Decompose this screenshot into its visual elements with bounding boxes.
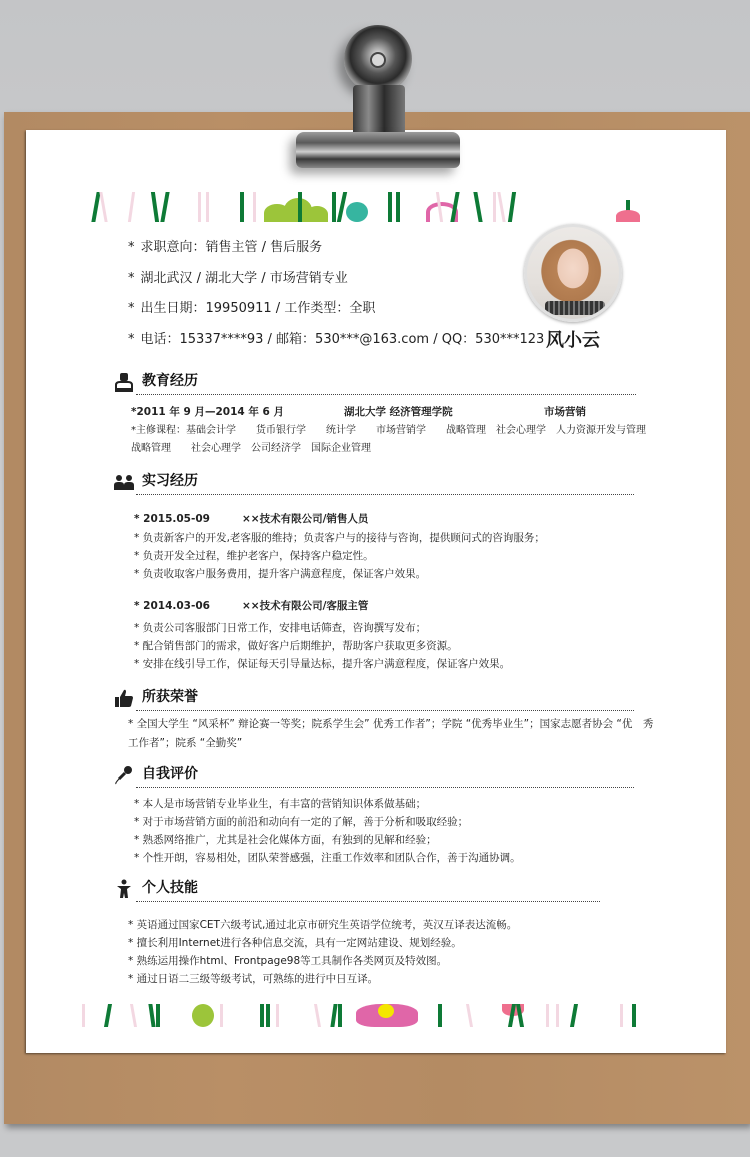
dotted-divider — [136, 710, 634, 711]
info-row-contact: * 电话：15337****93 / 邮箱：530***@163.com / QQ：530***123 — [128, 331, 545, 347]
self-evaluation-bullet: * 本人是市场营销专业毕业生，有丰富的营销知识体系做基础； — [134, 798, 427, 810]
info-row-job-intention: * 求职意向：销售主管 / 售后服务 — [128, 240, 323, 255]
job-2-company: ××技术有限公司/客服主管 — [242, 600, 369, 612]
section-honors-header: 所获荣誉 — [114, 686, 639, 712]
job-1-company: ××技术有限公司/销售人员 — [242, 513, 369, 525]
bottom-flower-decoration — [80, 1004, 640, 1027]
figure-icon — [114, 879, 134, 899]
dotted-divider — [136, 494, 634, 495]
self-evaluation-bullet: * 个性开朗，容易相处，团队荣誉感强，注重工作效率和团队合作，善于沟通协调。 — [134, 852, 521, 864]
job-2-bullet: * 负责公司客服部门日常工作，安排电话筛查，咨询撰写发布； — [134, 622, 427, 634]
job-2-bullet: * 配合销售部门的需求，做好客户后期维护，帮助客户获取更多资源。 — [134, 640, 458, 652]
dotted-divider — [136, 787, 634, 788]
section-skills-header: 个人技能 — [114, 877, 604, 903]
job-1-period: * 2015.05-09 — [134, 513, 210, 525]
section-education-header: 教育经历 — [114, 370, 639, 396]
dotted-divider — [136, 901, 600, 902]
top-flower-decoration — [88, 190, 643, 222]
education-period: *2011 年 9 月—2014 年 6 月 — [131, 406, 284, 418]
job-1-bullet: * 负责收取客户服务费用，提升客户满意程度，保证客户效果。 — [134, 568, 427, 580]
candidate-name: 风小云 — [546, 330, 600, 351]
thumbs-up-icon — [114, 688, 134, 708]
education-major: 市场营销 — [544, 406, 586, 418]
job-2-period: * 2014.03-06 — [134, 600, 210, 612]
job-1-bullet: * 负责开发全过程，维护老客户，保持客户稳定性。 — [134, 550, 374, 562]
clip-hole — [370, 52, 386, 68]
dotted-divider — [136, 394, 636, 395]
clip-ring — [344, 25, 412, 93]
skills-bullet: * 熟练运用操作html、Frontpage98等工具制作各类网页及特效图。 — [128, 955, 448, 967]
job-2-bullet: * 安排在线引导工作，保证每天引导量达标，提升客户满意程度，保证客户效果。 — [134, 658, 511, 670]
info-row-location: * 湖北武汉 / 湖北大学 / 市场营销专业 — [128, 270, 348, 286]
person-icon — [114, 372, 134, 392]
education-courses-line1: *主修课程：基础会计学 货币银行学 统计学 市场营销学 战略管理 社会心理学 人力资源开发与管理 — [131, 425, 646, 436]
avatar — [524, 224, 622, 322]
education-courses-line2: 战略管理 社会心理学 公司经济学 国际企业管理 — [131, 443, 371, 454]
self-evaluation-bullet: * 对于市场营销方面的前沿和动向有一定的了解，善于分析和吸取经验； — [134, 816, 469, 828]
skills-bullet: * 英语通过国家CET六级考试,通过北京市研究生英语学位统考，英汉互译表达流畅。 — [128, 919, 518, 931]
section-self-evaluation-header: 自我评价 — [114, 763, 639, 789]
skills-bullet: * 擅长利用Internet进行各种信息交流，具有一定网站建设、规划经验。 — [128, 937, 462, 949]
profile-info — [128, 238, 544, 360]
skills-bullet: * 通过日语二三级等级考试，可熟练的进行中日互译。 — [128, 973, 379, 985]
education-school: 湖北大学 经济管理学院 — [344, 406, 453, 418]
honors-line2: 工作者”；院系 “全勤奖” — [128, 737, 243, 749]
microphone-icon — [114, 765, 134, 785]
section-internship-header: 实习经历 — [114, 470, 639, 496]
honors-line1: * 全国大学生 “风采杯” 辩论赛一等奖；院系学生会” 优秀工作者”；学院 “优秀毕业生”；国家志愿者协会 “优 秀 — [128, 718, 654, 730]
self-evaluation-bullet: * 熟悉网络推广，尤其是社会化媒体方面，有独到的见解和经验； — [134, 834, 437, 846]
job-1-bullet: * 负责新客户的开发,老客服的维持；负责客户与的接待与咨询，提供顾问式的咨询服务； — [134, 532, 545, 544]
info-row-birthdate: * 出生日期：19950911 / 工作类型：全职 — [128, 301, 376, 316]
people-icon — [114, 472, 134, 492]
